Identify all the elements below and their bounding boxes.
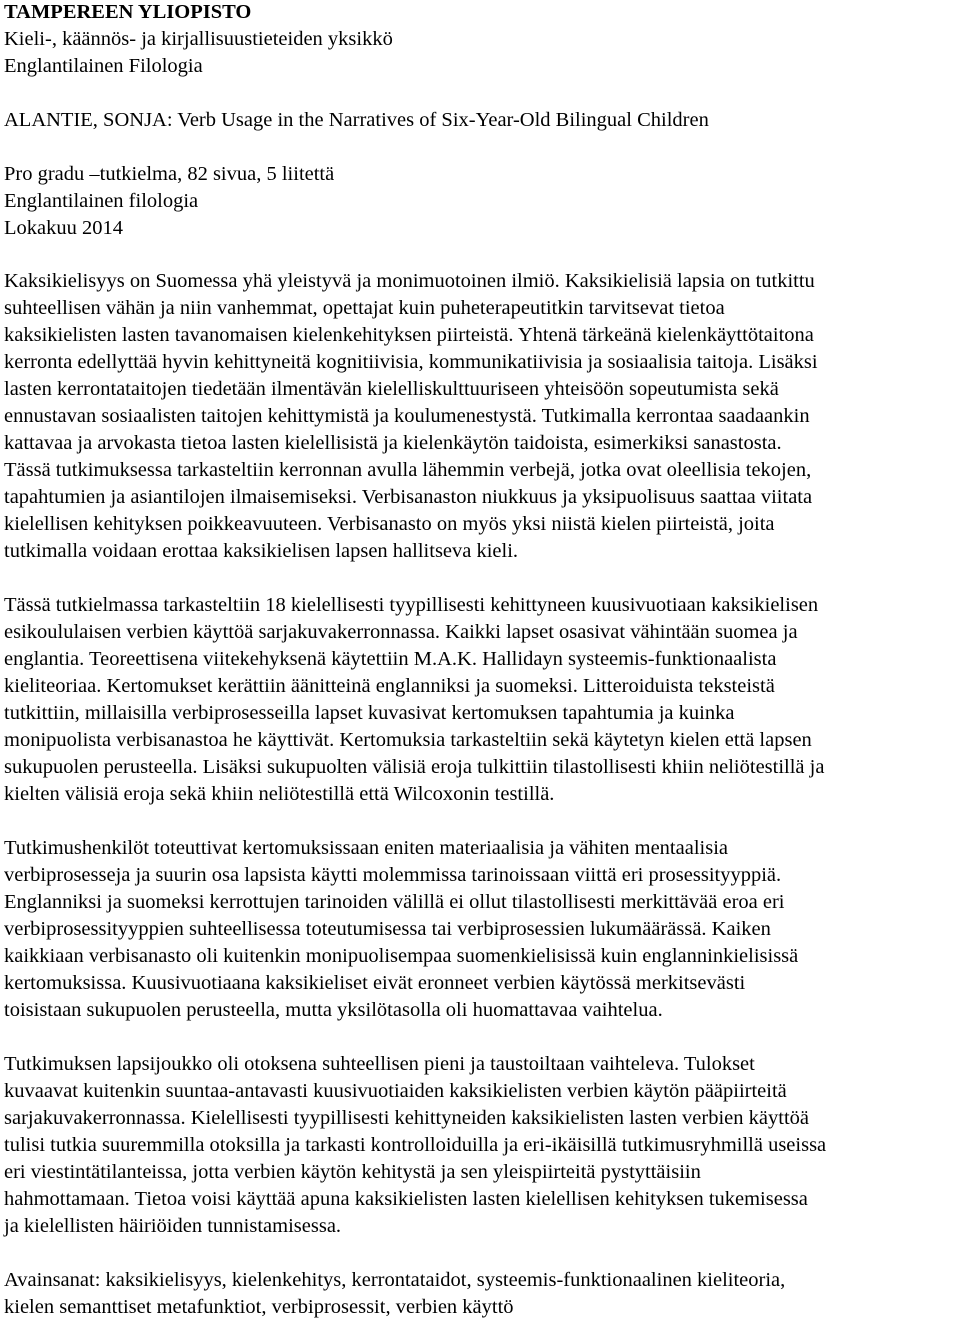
paragraph-line: hahmottamaan. Tietoa voisi käyttää apuna kaksikielisten lasten kielellisen kehityksen tukemisessa: [4, 1188, 808, 1210]
paragraph-line: esikoululaisen verbien käyttöä sarjakuvakerronnassa. Kaikki lapset osasivat vähintään suomea ja: [4, 621, 798, 643]
paragraph-line: tutkimalla voidaan erottaa kaksikielisen lapsen hallitseva kieli.: [4, 540, 519, 562]
paragraph-line: Tässä tutkielmassa tarkasteltiin 18 kielellisesti tyypillisesti kehittyneen kuusivuotiaan kaksikielisen: [4, 594, 819, 616]
paragraph-line: tulisi tutkia suuremmilla otoksilla ja tarkasti kontrolloiduilla ja eri-ikäisillä tutkimusryhmillä useissa: [4, 1134, 827, 1156]
paragraph-line: kattavaa ja arvokasta tietoa lasten kielellisistä ja kielenkäytön taidoista, esimerkiksi sanastosta.: [4, 432, 782, 454]
paragraph-line: tutkittiin, millaisilla verbiprosesseilla lapset kuvasivat kertomuksen tapahtumia ja kuinka: [4, 702, 735, 724]
paragraph-line: tapahtumien ja asiantilojen ilmaisemiseksi. Verbisanaston niukkuus ja yksipuolisuus saattaa viitata: [4, 486, 813, 508]
paragraph-line: toisistaan sukupuolen perusteella, mutta yksilötasolla oli huomattavaa vaihtelua.: [4, 999, 663, 1021]
document-page: [4, 0, 956, 1321]
paragraph-line: ennustavan sosiaalisten taitojen kehittymistä ja koulumenestystä. Tutkimalla kerrontaa saadaankin: [4, 405, 810, 427]
thesis-author-title: ALANTIE, SONJA: Verb Usage in the Narratives of Six-Year-Old Bilingual Children: [4, 109, 709, 131]
abstract-paragraph-1: [4, 268, 952, 565]
abstract: [4, 268, 952, 1240]
paragraph-line: englantia. Teoreettisena viitekehyksenä käytettiin M.A.K. Hallidayn systeemis-funktionaalista: [4, 648, 777, 670]
paragraph-line: kuvaavat kuitenkin suuntaa-antavasti kuusivuotiaiden kaksikielisten verbien käytön pääpiirteitä: [4, 1080, 787, 1102]
paragraph-line: kielellisen kehityksen poikkeavuuteen. Verbisanasto on myös yksi niistä kielen piirteistä, joita: [4, 513, 775, 535]
keywords: [4, 1267, 952, 1321]
paragraph-line: Tässä tutkimuksessa tarkasteltiin kerronnan avulla lähemmin verbejä, jotka ovat oleellisia tekojen,: [4, 459, 812, 481]
paragraph-line: sarjakuvakerronnassa. Kielellisesti tyypillisesti kehittyneiden kaksikielisten lasten verbien käyttöä: [4, 1107, 809, 1129]
abstract-paragraph-2: [4, 592, 952, 808]
keywords-line: Avainsanat: kaksikielisyys, kielenkehitys, kerrontataidot, systeemis-funktionaalinen kieliteoria,: [4, 1269, 786, 1291]
paragraph-line: Kaksikielisyys on Suomessa yhä yleistyvä ja monimuotoinen ilmiö. Kaksikielisiä lapsia on tutkittu: [4, 270, 815, 292]
paragraph-line: eri viestintätilanteissa, jotta verbien käytön kehitystä ja sen yleispiirteitä pystyttäisiin: [4, 1161, 701, 1183]
thesis-discipline: Englantilainen filologia: [4, 190, 199, 212]
paragraph-line: kaikkiaan verbisanasto oli kuitenkin monipuolisempaa suomenkielisissä kuin englanninkielisissä: [4, 945, 799, 967]
paragraph-line: ja kielellisten häiriöiden tunnistamisessa.: [4, 1215, 342, 1237]
abstract-paragraph-3: [4, 835, 952, 1024]
keywords-line: kielen semanttiset metafunktiot, verbiprosessit, verbien käyttö: [4, 1296, 514, 1318]
paragraph-line: sukupuolen perusteella. Lisäksi sukupuolten välisiä eroja tulkittiin tilastollisesti khiin neliötestillä ja: [4, 756, 825, 778]
thesis-type: Pro gradu –tutkielma, 82 sivua, 5 liitettä: [4, 163, 335, 185]
paragraph-line: kaksikielisten lasten tavanomaisen kielenkehityksen piirteistä. Yhtenä tärkeänä kielenkäyttötaitona: [4, 324, 814, 346]
paragraph-line: kerronta edellyttää hyvin kehittyneitä kognitiivisia, kommunikatiivisia ja sosiaalisia taitoja. Lisäksi: [4, 351, 818, 373]
paragraph-line: kielten välisiä eroja sekä khiin neliötestillä että Wilcoxonin testillä.: [4, 783, 555, 805]
paragraph-line: Tutkimushenkilöt toteuttivat kertomuksissaan eniten materiaalisia ja vähiten mentaalisia: [4, 837, 728, 859]
paragraph-line: verbiprosessityyppien suhteellisessa toteutumisessa tai verbiprosessien lukumäärässä. Kaiken: [4, 918, 771, 940]
paragraph-line: kieliteoriaa. Kertomukset kerättiin äänitteinä englanniksi ja suomeksi. Litteroiduista teksteistä: [4, 675, 775, 697]
abstract-paragraph-4: [4, 1051, 952, 1240]
paragraph-line: Tutkimuksen lapsijoukko oli otoksena suhteellisen pieni ja taustoiltaan vaihteleva. Tulokset: [4, 1053, 755, 1075]
paragraph-line: lasten kerrontataitojen tiedetään ilmentävän kielelliskulttuuriseen yhteisöön sopeutumista sekä: [4, 378, 779, 400]
paragraph-line: Englanniksi ja suomeksi kerrottujen tarinoiden välillä ei ollut tilastollisesti merkittävää eroa eri: [4, 891, 785, 913]
paragraph-line: verbiprosesseja ja suurin osa lapsista käytti molemmissa tarinoissaan viittä eri prosessityyppiä.: [4, 864, 782, 886]
paragraph-line: monipuolista verbisanastoa he käyttivät. Kertomuksia tarkasteltiin sekä käytetyn kielen että lapsen: [4, 729, 812, 751]
unit-name: Kieli-, käännös- ja kirjallisuustieteiden yksikkö: [4, 28, 393, 50]
paragraph-line: kertomuksissa. Kuusivuotiaana kaksikieliset eivät eronneet verbien käytössä merkitsevästi: [4, 972, 746, 994]
paragraph-line: suhteellisen vähän ja niin vanhemmat, opettajat kuin puheterapeutitkin tarvitsevat tietoa: [4, 297, 725, 319]
thesis-date: Lokakuu 2014: [4, 217, 123, 239]
subject-name: Englantilainen Filologia: [4, 55, 203, 77]
university-name: TAMPEREEN YLIOPISTO: [4, 1, 252, 23]
